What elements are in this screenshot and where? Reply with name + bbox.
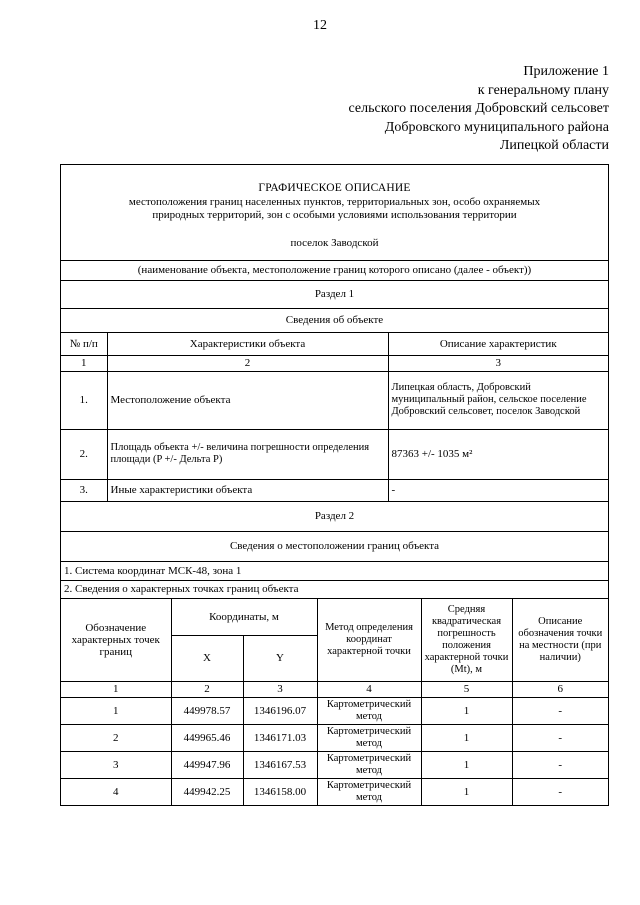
point-y: 1346167.53 [243,751,317,778]
appendix-block [349,63,609,156]
point-desc: - [512,697,608,724]
section1-table-wrap [61,333,608,502]
row-num: 3. [61,479,107,501]
document-frame [60,164,609,806]
col-header-method: Метод определения координат характерной точки [317,599,421,681]
page-number: 12 [313,18,327,33]
point-x: 449942.25 [171,778,243,805]
point-desc: - [512,778,608,805]
table-row [61,778,608,805]
row-desc: Липецкая область, Добровский муниципальный район, сельское поселение Добровский сельсовет, поселок Заводской [388,371,608,429]
point-mt: 1 [421,778,512,805]
index-cell: 2 [107,355,388,371]
row-desc: - [388,479,608,501]
point-mt: 1 [421,751,512,778]
points-index-row [61,681,608,697]
col-header-x: X [171,635,243,681]
col-header-y: Y [243,635,317,681]
point-y: 1346158.00 [243,778,317,805]
point-method: Картометрический метод [317,724,421,751]
index-cell: 3 [388,355,608,371]
index-cell: 1 [61,355,107,371]
point-id: 1 [61,697,171,724]
col-header-desc: Описание обозначения точки на местности (при наличии) [512,599,608,681]
index-cell: 6 [512,681,608,697]
document-header [61,165,608,261]
object-info-table [61,333,608,501]
point-x: 449978.57 [171,697,243,724]
point-method: Картометрический метод [317,697,421,724]
point-id: 3 [61,751,171,778]
row-desc: 87363 +/- 1035 м² [388,429,608,479]
point-x: 449965.46 [171,724,243,751]
point-x: 449947.96 [171,751,243,778]
appendix-line: Приложение 1 [523,64,609,79]
row-char: Местоположение объекта [107,371,388,429]
row-num: 2. [61,429,107,479]
index-cell: 1 [61,681,171,697]
object-name: поселок Заводской [290,236,379,249]
col-header-point: Обозначение характерных точек границ [61,599,171,681]
table-index-row [61,355,608,371]
point-desc: - [512,751,608,778]
index-cell: 2 [171,681,243,697]
index-cell: 5 [421,681,512,697]
document-subtitle: местоположения границ населенных пунктов, территориальных зон, особо охраняемых [128,195,541,208]
appendix-line: Добровского муниципального района [384,119,609,135]
table-header-row [61,333,608,355]
point-id: 4 [61,778,171,805]
row-num: 1. [61,371,107,429]
point-y: 1346196.07 [243,697,317,724]
point-mt: 1 [421,724,512,751]
index-cell: 3 [243,681,317,697]
appendix-line: Липецкой области [499,138,609,153]
point-id: 2 [61,724,171,751]
document-subtitle: природных территорий, зон с особыми условиями использования территории [152,209,517,221]
point-desc: - [512,724,608,751]
table-row [61,429,608,479]
index-cell: 4 [317,681,421,697]
points-header-row [61,599,608,635]
point-mt: 1 [421,697,512,724]
row-char: Иные характеристики объекта [107,479,388,501]
points-title: 2. Сведения о характерных точках границ объекта [61,581,608,599]
appendix-line: к генеральному плану [477,82,609,98]
section1-subtitle: Сведения об объекте [61,309,608,333]
section2-title: Раздел 2 [61,502,608,532]
table-row [61,751,608,778]
document-title: ГРАФИЧЕСКОЕ ОПИСАНИЕ [258,182,411,194]
coordinate-system: 1. Система координат МСК-48, зона 1 [61,562,608,581]
col-header-error: Средняя квадратическая погрешность положения характерной точки (Mt), м [421,599,512,681]
col-header-coords: Координаты, м [171,599,317,635]
table-row [61,697,608,724]
section2-subtitle: Сведения о местоположении границ объекта [61,532,608,562]
table-row [61,479,608,501]
point-method: Картометрический метод [317,778,421,805]
section1-title: Раздел 1 [61,281,608,309]
row-char: Площадь объекта +/- величина погрешности определения площади (P +/- Дельта P) [107,429,388,479]
table-row [61,371,608,429]
col-header-num: № п/п [61,333,107,355]
col-header-desc: Описание характеристик [388,333,608,355]
points-table-wrap [61,599,608,805]
appendix-line: сельского поселения Добровский сельсовет [348,101,609,116]
col-header-char: Характеристики объекта [107,333,388,355]
point-method: Картометрический метод [317,751,421,778]
points-table [61,599,608,805]
point-y: 1346171.03 [243,724,317,751]
table-row [61,724,608,751]
object-note: (наименование объекта, местоположение границ которого описано (далее - объект)) [61,261,608,281]
